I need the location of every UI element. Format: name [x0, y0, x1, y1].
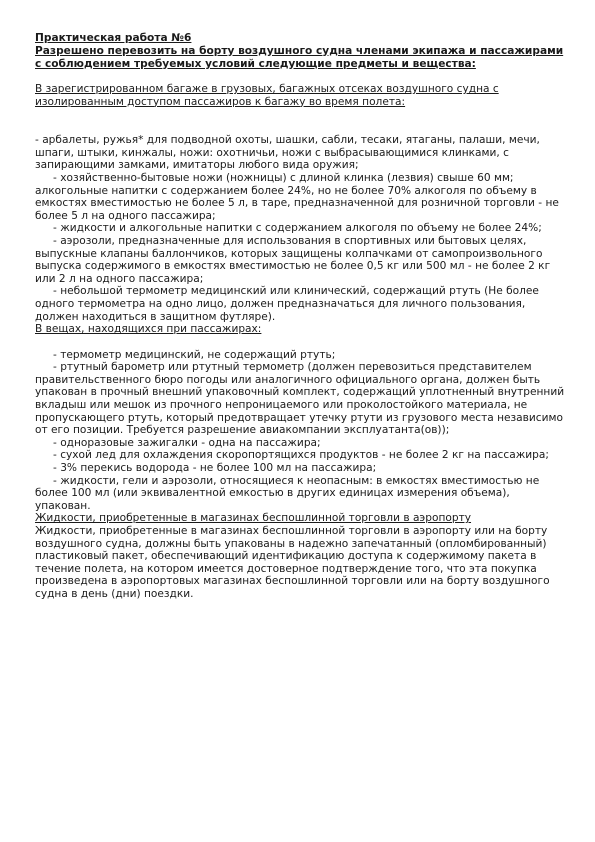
spacer	[35, 108, 565, 134]
document-subtitle: Разрешено перевозить на борту воздушного судна членами экипажа и пассажирами с соблюдением требуемых условий следующие предметы и вещества:	[35, 44, 564, 70]
list-item: - термометр медицинский, не содержащий ртуть;	[53, 348, 336, 361]
list-item: - сухой лед для охлаждения скоропортящихся продуктов - не более 2 кг на пассажира;	[53, 449, 549, 462]
section-heading-checked-baggage: В зарегистрированном багаже в грузовых, багажных отсеках воздушного судна с изолированным доступом пассажиров к багажу во время полета:	[35, 83, 499, 108]
list-item: - аэрозоли, предназначенные для использования в спортивных или бытовых целях, выпускные клапаны баллончиков, которых защищены колпачками от самопроизвольного выпуска содержимого в емкостях вместимостью не более 0,5 кг или 500 мл - не более 2 кг или 2 л на одного пассажира;	[35, 234, 551, 285]
checked-baggage-list	[35, 134, 565, 323]
document-title: Практическая работа №6	[35, 32, 192, 44]
list-item: - одноразовые зажигалки - одна на пассажира;	[53, 436, 321, 449]
list-item: - ртутный барометр или ртутный термометр (должен перевозиться представителем правительственного бюро погоды или аналогичного официального органа, должен быть упакован в прочный внешний упаковочный комплект, содержащий уплотненный внутренний вкладыш или мешок из прочного непроницаемого или проколостойкого материала, не пропускающего ртуть, который предотвращает утечку ртути из грузового места независимо от его позиции. Требуется разрешение авиакомпании эксплуатанта(ов));	[35, 361, 565, 437]
list-item: - небольшой термометр медицинский или клинический, содержащий ртуть (Не более одного термометра на одно лицо, должен предназначаться для личного пользования, должен находиться в защитном футляре).	[35, 285, 539, 323]
cabin-items-list	[35, 349, 565, 513]
list-item: - жидкости и алкогольные напитки с содержанием алкоголя по объему не более 24%;	[53, 222, 542, 235]
list-item: - 3% перекись водорода - не более 100 мл на пассажира;	[53, 462, 377, 475]
document-page	[35, 32, 565, 601]
section-heading-cabin-items: В вещах, находящихся при пассажирах:	[35, 323, 262, 336]
section-heading-duty-free: Жидкости, приобретенные в магазинах беспошлинной торговли в аэропорту	[35, 512, 472, 525]
list-item: - арбалеты, ружья* для подводной охоты, шашки, сабли, тесаки, ятаганы, палаши, мечи, шпаги, штыки, кинжалы, ножи: охотничьи, ножи с выбрасывающимися клинками, с запирающими замками, имитаторы любого вида оружия;	[35, 134, 540, 172]
list-item: - хозяйственно-бытовые ножи (ножницы) с длиной клинка (лезвия) свыше 60 мм; алкогольные напитки с содержанием более 24%, но не более 70% алкоголя по объему в емкостях вместимостью не более 5 л, в таре, предназначенной для розничной торговли - не более 5 л на одного пассажира;	[35, 171, 559, 222]
spacer	[35, 336, 565, 349]
list-item: - жидкости, гели и аэрозоли, относящиеся к неопасным: в емкостях вместимостью не более 100 мл (или эквивалентной емкостью в других единицах измерения объема), упакован.	[35, 474, 540, 512]
duty-free-paragraph: Жидкости, приобретенные в магазинах беспошлинной торговли в аэропорту или на борту воздушного судна, должны быть упакованы в надежно запечатанный (опломбированный) пластиковый пакет, обеспечивающий идентификацию доступа к содержимому пакета в течение полета, на котором имеется достоверное подтверждение того, что эта покупка произведена в аэропортовых магазинах беспошлинной торговли или на борту воздушного судна в день (дни) поездки.	[35, 525, 550, 600]
